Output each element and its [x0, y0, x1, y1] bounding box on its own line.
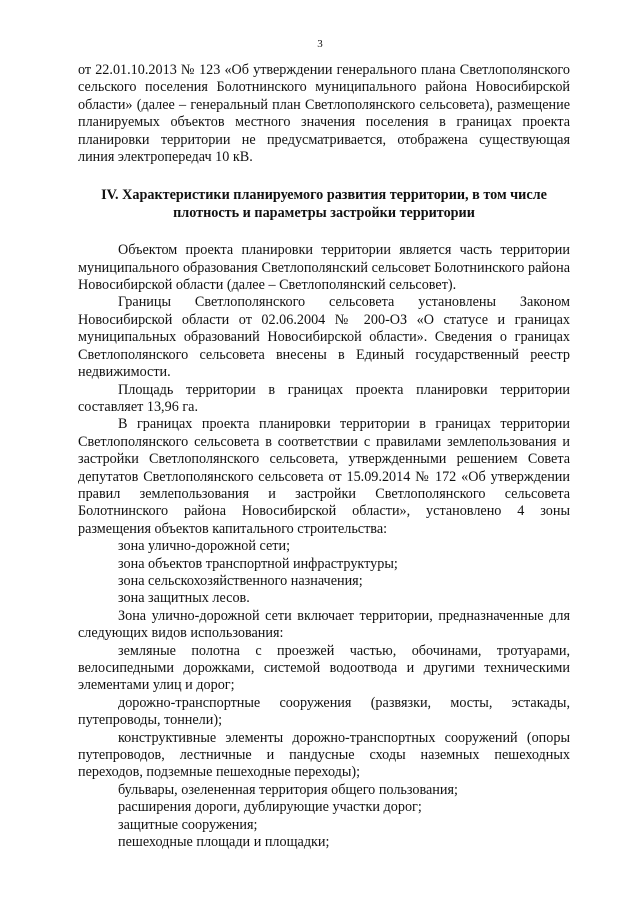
zone-item: зона объектов транспортной инфраструктуры;: [118, 555, 398, 572]
street-zone-paragraph: Зона улично-дорожной сети включает территории, предназначенные для следующих видов использования:: [78, 607, 570, 642]
zone-item: зона улично-дорожной сети;: [118, 538, 291, 555]
zone-item: зона сельскохозяйственного назначения;: [118, 572, 363, 589]
area-paragraph: Площадь территории в границах проекта планировки территории составляет 13,96 га.: [78, 381, 570, 415]
use-item: расширения дороги, дублирующие участки дорог;: [118, 799, 422, 816]
use-item: дорожно-транспортные сооружения (развязки, мосты, эстакады, путепроводы, тоннели);: [78, 694, 570, 729]
use-item: бульвары, озелененная территория общего пользования;: [118, 781, 458, 798]
use-item: пешеходные площади и площадки;: [118, 834, 330, 851]
document-body: [78, 62, 570, 851]
page-number: 3: [317, 38, 323, 50]
borders-paragraph: Границы Светлополянского сельсовета установлены Законом Новосибирской области от 02.06.2004 № 200-ОЗ «О статусе и границах муниципальных образований Новосибирской области». Сведения о границах Светлополянского сельсовета внесены в Единый государственный реестр недвижимости.: [78, 294, 570, 381]
intro-paragraph: от 22.01.10.2013 № 123 «Об утверждении генерального плана Светлополянского сельского поселения Болотнинского муниципального района Новосибирской области» (далее – генеральный план Светлополянского сельсовета), размещение планируемых объектов местного значения поселения в границах проекта планировки территории не предусматривается, отображена существующая линия электропередач 10 кВ.: [78, 62, 570, 166]
object-paragraph: Объектом проекта планировки территории является часть территории муниципального образования Светлополянский сельсовет Болотнинского района Новосибирской области (далее – Светлополянский сельсовет).: [78, 242, 570, 294]
use-item: защитные сооружения;: [118, 816, 258, 833]
section-heading: IV. Характеристики планируемого развития территории, в том числе плотность и параметры застройки территории: [101, 187, 547, 221]
zone-item: зона защитных лесов.: [118, 590, 250, 607]
use-item: земляные полотна с проезжей частью, обочинами, тротуарами, велосипедными дорожками, системой водоотвода и другими техническими элементами улиц и дорог;: [78, 642, 570, 694]
zones-paragraph: В границах проекта планировки территории в границах территории Светлополянского сельсовета в соответствии с правилами землепользования и застройки Светлополянского сельсовета, утвержденными решением Совета депутатов Светлополянского сельсовета от 15.09.2014 № 172 «Об утверждении правил землепользования и застройки Светлополянского сельсовета Болотнинского района Новосибирской области», установлено 4 зоны размещения объектов капитального строительства:: [78, 416, 570, 537]
use-item: конструктивные элементы дорожно-транспортных сооружений (опоры путепроводов, лестничные и пандусные сходы наземных пешеходных переходов, подземные пешеходные переходы);: [78, 729, 570, 781]
